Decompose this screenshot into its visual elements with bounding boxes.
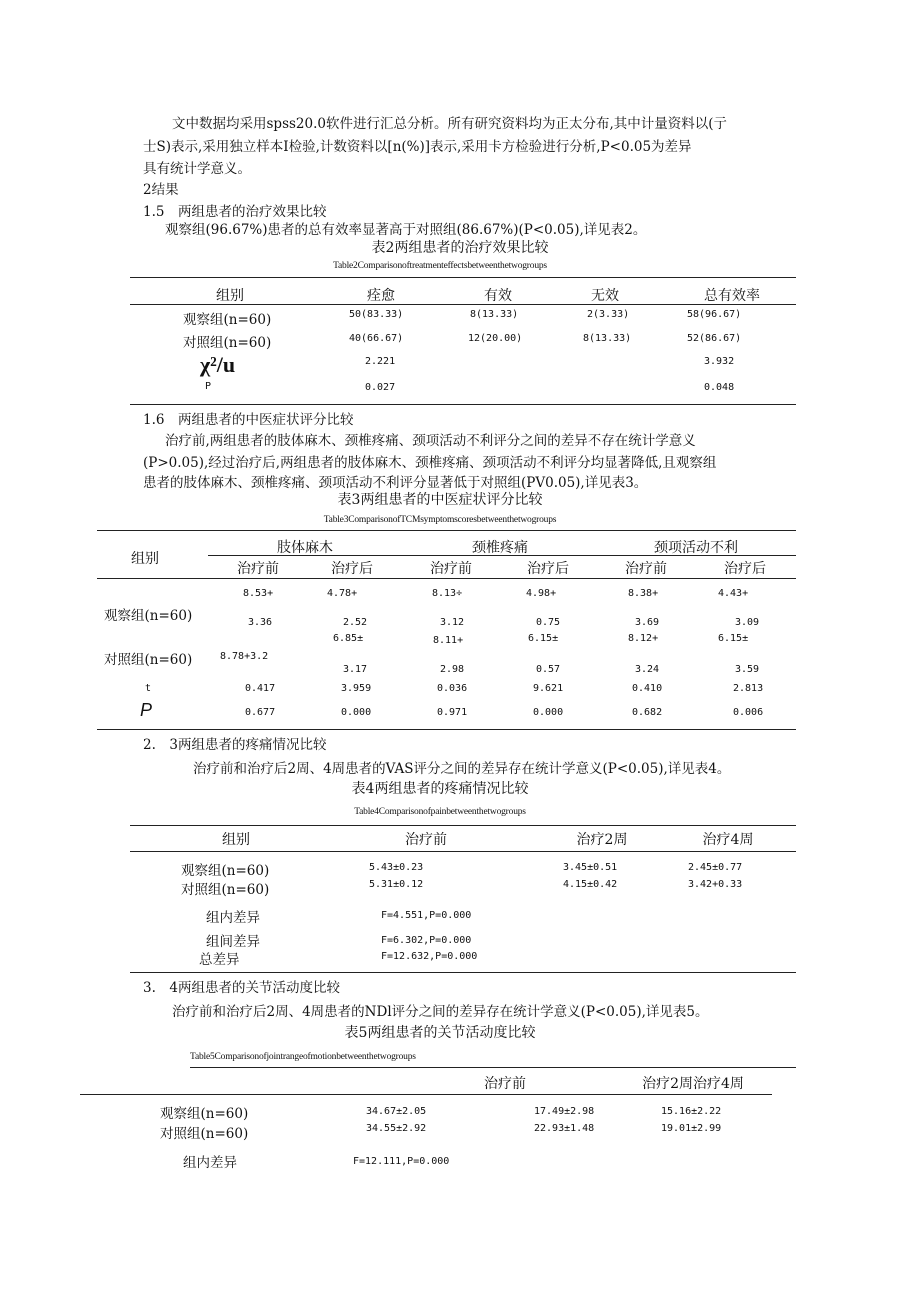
table3-subheader: 治疗前 xyxy=(430,561,472,577)
table2-bottom-rule xyxy=(130,404,796,405)
table2-row-obs-label: 观察组(n=60) xyxy=(183,312,272,328)
table3-subheader: 治疗前 xyxy=(625,561,667,577)
table4-stat-value: F=12.632,P=0.000 xyxy=(381,951,478,962)
table3-caption: 表3两组患者的中医症状评分比较 xyxy=(337,492,543,508)
table2-header-total: 总有效率 xyxy=(704,288,760,304)
table3-cell: 8.78+3.2 xyxy=(220,651,269,662)
intro-line-1: 文中数据均采用spss20.0软件进行汇总分析。所有研究资料均为正太分布,其中计量资料以(亍 xyxy=(172,116,728,132)
table5-cell: 15.16±2.22 xyxy=(661,1106,722,1117)
table3-cell: 0.57 xyxy=(536,664,561,675)
table2-row-ctl-label: 对照组(n=60) xyxy=(183,335,272,351)
table3-bottom-rule xyxy=(97,729,796,730)
table4-cell: 4.15±0.42 xyxy=(563,879,618,890)
section-1-6-heading: 1.6 两组患者的中医症状评分比较 xyxy=(143,412,354,428)
table3-cell: 8.53+ xyxy=(243,588,274,599)
table3-cell: 3.36 xyxy=(248,617,273,628)
table5-cell: 19.01±2.99 xyxy=(661,1123,722,1134)
section-1-5-text: 观察组(96.67%)患者的总有效率显著高于对照组(86.67%)(P<0.05),详见表2。 xyxy=(165,222,647,238)
table4-header-group: 组别 xyxy=(222,832,250,848)
table3-mid-rule xyxy=(208,555,796,556)
table2-header-rule xyxy=(130,304,796,305)
table5-stat-value: F=12.111,P=0.000 xyxy=(353,1156,450,1167)
table5-header-rule xyxy=(80,1094,772,1095)
table2-chi-label: χ²/u xyxy=(200,352,236,377)
table5-top-rule xyxy=(190,1067,796,1068)
table3-cell: 3.69 xyxy=(635,617,660,628)
table2-cell: 50(83.33) xyxy=(349,309,404,320)
table5-row-obs-label: 观察组(n=60) xyxy=(160,1106,249,1122)
table3-cell: 8.12+ xyxy=(628,633,659,644)
table3-cell: 8.11+ xyxy=(433,635,464,646)
table2-cell: 58(96.67) xyxy=(687,309,742,320)
table2-header-effective: 有效 xyxy=(484,288,512,304)
section-1-6-line-3: 患者的肢体麻木、颈椎疼痛、颈项活动不利评分显著低于对照组(PV0.05),详见表3。 xyxy=(143,475,648,491)
table3-cell: 3.24 xyxy=(635,664,660,675)
table5-caption: 表5两组患者的关节活动度比较 xyxy=(344,1025,536,1041)
table3-header-neck-mobility: 颈项活动不利 xyxy=(654,540,738,556)
section-1-5-heading: 1.5 两组患者的治疗效果比较 xyxy=(143,204,327,220)
table4-cell: 3.45±0.51 xyxy=(563,862,618,873)
table3-cell: 0.971 xyxy=(437,707,468,718)
table3-cell: 0.000 xyxy=(341,707,372,718)
table2-cell: 8(13.33) xyxy=(583,333,632,344)
table3-cell: 2.52 xyxy=(343,617,368,628)
table3-cell: 6.15± xyxy=(528,633,559,644)
table3-subheader: 治疗后 xyxy=(527,561,569,577)
table3-header-numbness: 肢体麻木 xyxy=(277,540,333,556)
table2-caption-en: Table2Comparisonoftreatmenteffectsbetweenthetwogroups xyxy=(333,261,547,271)
table5-cell: 22.93±1.48 xyxy=(534,1123,595,1134)
table3-cell: 4.98+ xyxy=(526,588,557,599)
table3-row-ctl-label: 对照组(n=60) xyxy=(104,652,193,668)
intro-line-2: 士S)表示,采用独立样本I检验,计数资料以[n(%)]表示,采用卡方检验进行分析,P<0.05为差异 xyxy=(143,139,692,155)
table5-header-after: 治疗2周治疗4周 xyxy=(642,1076,744,1092)
table5-cell: 34.67±2.05 xyxy=(366,1106,427,1117)
table4-stat-label: 总差异 xyxy=(199,952,240,968)
section-2-3-heading: 2. 3两组患者的疼痛情况比较 xyxy=(143,737,327,753)
table3-cell: 0.682 xyxy=(632,707,663,718)
section-2-3-text: 治疗前和治疗后2周、4周患者的VAS评分之间的差异存在统计学意义(P<0.05),详见表4。 xyxy=(193,761,731,777)
table3-cell: 0.75 xyxy=(536,617,561,628)
table3-cell: 0.006 xyxy=(733,707,764,718)
table2-cell: 2.221 xyxy=(365,356,396,367)
table3-cell: 3.17 xyxy=(343,664,368,675)
table3-subheader: 治疗后 xyxy=(724,561,766,577)
table3-cell: 4.78+ xyxy=(327,588,358,599)
table3-cell: 0.036 xyxy=(437,683,468,694)
table3-t-label: t xyxy=(145,683,152,694)
table2-cell: 52(86.67) xyxy=(687,333,742,344)
table3-cell: 3.59 xyxy=(735,664,760,675)
table3-header-rule xyxy=(97,578,796,579)
table3-p-label: P xyxy=(140,700,153,720)
table5-row-ctl-label: 对照组(n=60) xyxy=(160,1126,249,1142)
table3-cell: 3.959 xyxy=(341,683,372,694)
table2-cell: 40(66.67) xyxy=(349,333,404,344)
table4-cell: 2.45±0.77 xyxy=(688,862,743,873)
table2-cell: 0.027 xyxy=(365,382,396,393)
results-heading: 2结果 xyxy=(143,182,179,198)
table5-caption-en: Table5Comparisonofjointrangeofmotionbetweenthetwogroups xyxy=(190,1052,416,1062)
section-1-6-line-2: (P>0.05),经过治疗后,两组患者的肢体麻木、颈椎疼痛、颈项活动不利评分均显著降低,且观察组 xyxy=(143,455,717,471)
table3-cell: 6.85± xyxy=(333,633,364,644)
table4-stat-label: 组间差异 xyxy=(206,934,260,950)
table4-top-rule xyxy=(130,825,796,826)
table2-header-cured: 痊愈 xyxy=(367,288,395,304)
table3-cell: 9.621 xyxy=(533,683,564,694)
table2-caption: 表2两组患者的治疗效果比较 xyxy=(371,240,549,256)
section-3-4-text: 治疗前和治疗后2周、4周患者的NDl评分之间的差异存在统计学意义(P<0.05),详见表5。 xyxy=(172,1004,709,1020)
intro-line-3: 具有统计学意义。 xyxy=(143,161,251,177)
table3-header-cervical-pain: 颈椎疼痛 xyxy=(472,540,528,556)
table3-cell: 2.98 xyxy=(440,664,465,675)
table4-stat-label: 组内差异 xyxy=(206,910,260,926)
section-1-6-line-1: 治疗前,两组患者的肢体麻木、颈椎疼痛、颈项活动不利评分之间的差异不存在统计学意义 xyxy=(165,433,696,449)
table2-cell: 12(20.00) xyxy=(468,333,523,344)
table2-p-label: P xyxy=(205,381,212,392)
table5-stat-label: 组内差异 xyxy=(183,1155,237,1171)
table3-cell: 0.000 xyxy=(533,707,564,718)
table3-caption-en: Table3ComparisonofTCMsymptomscoresbetweenthetwogroups xyxy=(323,515,557,525)
table2-top-rule xyxy=(130,277,796,278)
table4-header-2w: 治疗2周 xyxy=(576,832,628,848)
table2-header-ineffective: 无效 xyxy=(591,288,619,304)
table3-cell: 0.410 xyxy=(632,683,663,694)
table4-header-before: 治疗前 xyxy=(405,832,447,848)
table4-caption-en: Table4Comparisonofpainbetweenthetwogroups xyxy=(354,807,526,817)
table3-cell: 2.813 xyxy=(733,683,764,694)
table4-header-4w: 治疗4周 xyxy=(702,832,754,848)
table3-cell: 0.417 xyxy=(245,683,276,694)
table2-cell: 3.932 xyxy=(704,356,735,367)
table4-cell: 5.31±0.12 xyxy=(369,879,424,890)
table3-cell: 3.12 xyxy=(440,617,465,628)
table3-subheader: 治疗后 xyxy=(331,561,373,577)
table3-row-obs-label: 观察组(n=60) xyxy=(104,608,193,624)
section-3-4-heading: 3. 4两组患者的关节活动度比较 xyxy=(143,980,340,996)
table4-header-rule xyxy=(130,851,796,852)
table5-cell: 17.49±2.98 xyxy=(534,1106,595,1117)
table5-cell: 34.55±2.92 xyxy=(366,1123,427,1134)
table4-row-ctl-label: 对照组(n=60) xyxy=(181,882,270,898)
table3-cell: 0.677 xyxy=(245,707,276,718)
table2-header-group: 组别 xyxy=(216,288,244,304)
table2-cell: 0.048 xyxy=(704,382,735,393)
table3-cell: 8.13÷ xyxy=(432,588,463,599)
table4-cell: 3.42+0.33 xyxy=(688,879,743,890)
table3-subheader: 治疗前 xyxy=(237,561,279,577)
table2-cell: 8(13.33) xyxy=(470,309,519,320)
table4-cell: 5.43±0.23 xyxy=(369,862,424,873)
table3-cell: 3.09 xyxy=(735,617,760,628)
table4-stat-value: F=6.302,P=0.000 xyxy=(381,935,472,946)
table4-bottom-rule xyxy=(130,972,796,973)
table4-row-obs-label: 观察组(n=60) xyxy=(181,863,270,879)
table3-cell: 4.43+ xyxy=(718,588,749,599)
table3-cell: 6.15± xyxy=(718,633,749,644)
table3-cell: 8.38+ xyxy=(628,588,659,599)
table2-cell: 2(3.33) xyxy=(587,309,630,320)
table4-stat-value: F=4.551,P=0.000 xyxy=(381,910,472,921)
table3-header-group: 组别 xyxy=(131,551,159,567)
table5-header-before: 治疗前 xyxy=(484,1076,526,1092)
table4-caption: 表4两组患者的疼痛情况比较 xyxy=(351,781,529,797)
table3-top-rule xyxy=(97,530,796,531)
